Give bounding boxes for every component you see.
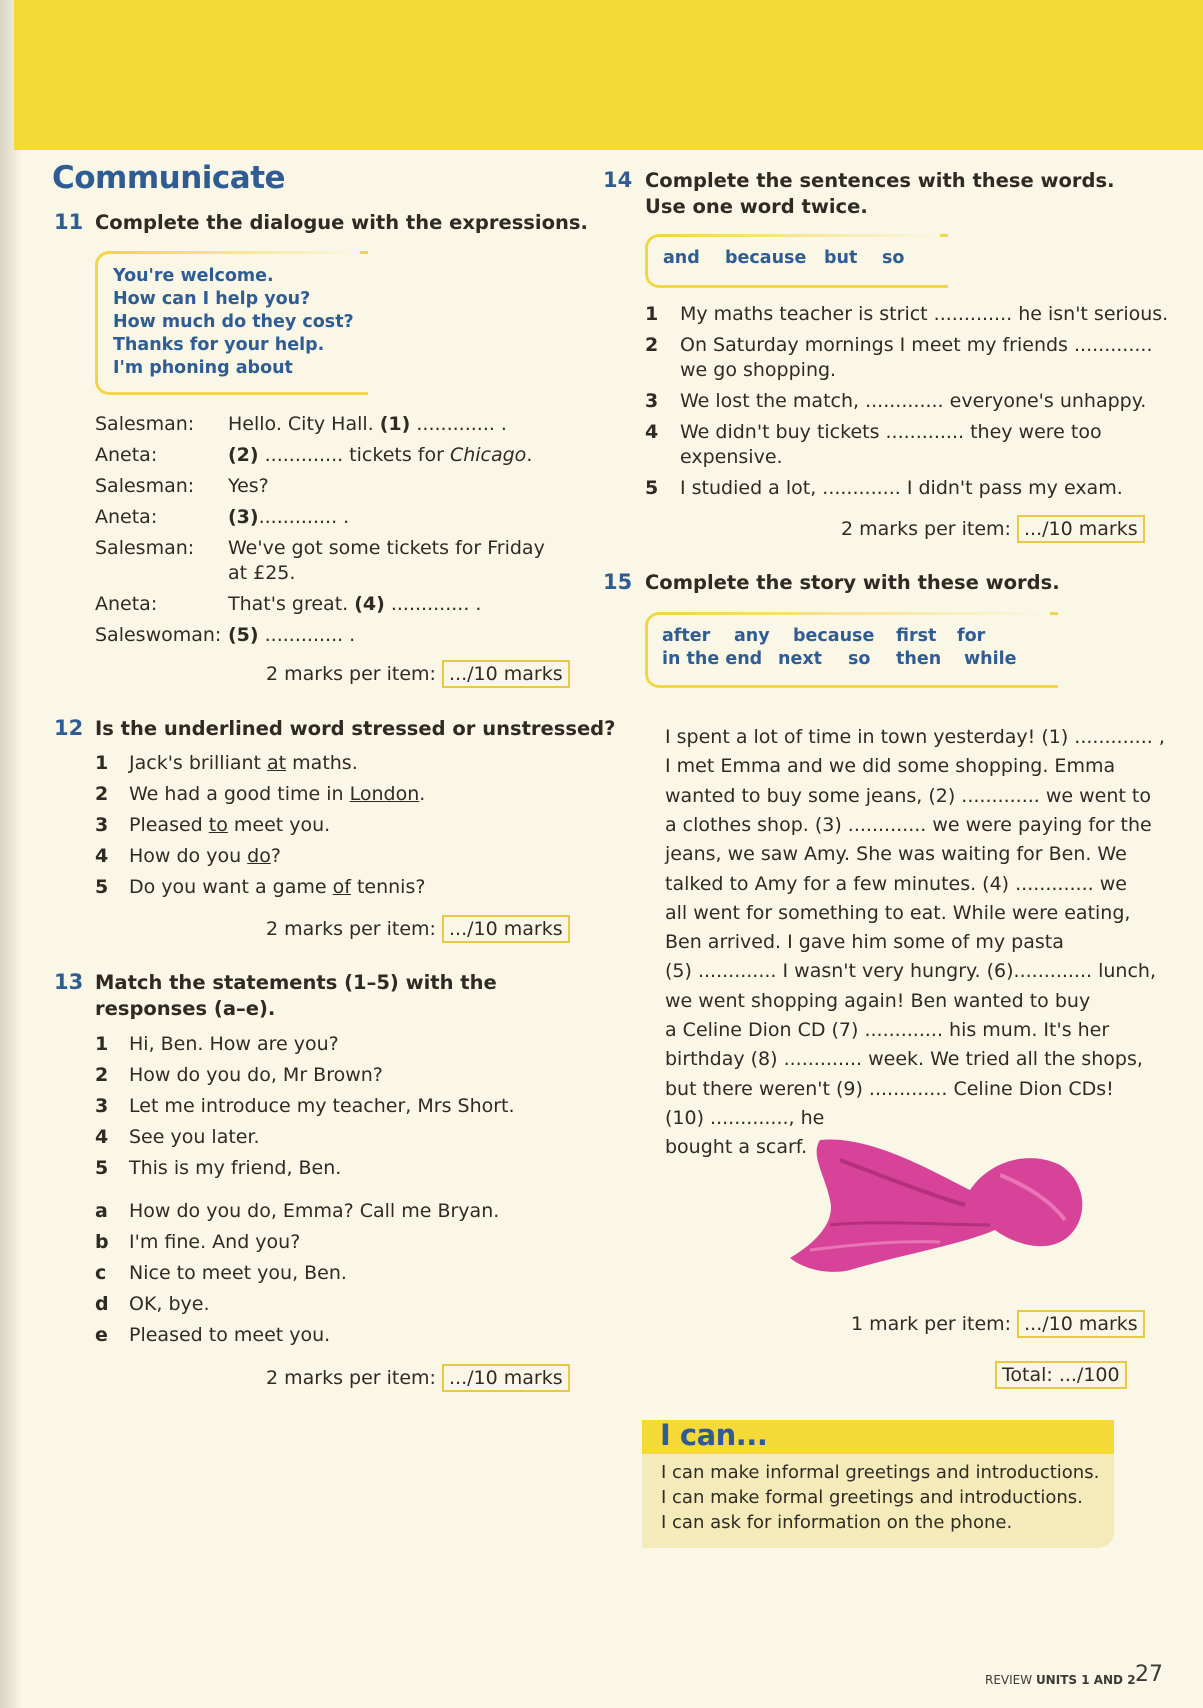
ex13-response-text: OK, bye. [129, 1293, 210, 1315]
ex13-statement-text: See you later. [129, 1126, 260, 1148]
ex15-marks [851, 1313, 1145, 1335]
ex12-item-number: 3 [95, 814, 109, 836]
ex13-instruction [95, 970, 497, 1022]
dialogue-text: We've got some tickets for Friday [228, 537, 545, 559]
ex14-marks [841, 518, 1145, 540]
story-line: a clothes shop. (3) ............. we were paying for the [665, 813, 1152, 836]
ex14-word: so [882, 248, 905, 268]
ex14-item-text-line-2: we go shopping. [680, 359, 837, 381]
ex12-item-text: Do you want a game [129, 876, 333, 898]
ex13-statement-text: Let me introduce my teacher, Mrs Short. [129, 1095, 515, 1117]
ex12-number: 12 [54, 716, 84, 740]
ex13-statement [95, 1157, 341, 1179]
total-marks-box: Total: .../100 [995, 1361, 1127, 1389]
ex14-item-text: We lost the match, ............. everyone's unhappy. [680, 390, 1147, 412]
story-line: I met Emma and we did some shopping. Emma [665, 755, 1116, 778]
ex14-item-number: 3 [645, 390, 659, 412]
page-number: 27 [1135, 1662, 1163, 1687]
dialogue-text: ............. tickets for [258, 444, 450, 466]
ex12-item-number: 1 [95, 752, 109, 774]
ex12-underlined-word: London [349, 783, 420, 805]
ex12-item-number: 2 [95, 783, 109, 805]
ex12-underlined-word: of [332, 876, 351, 898]
ex15-word: any [734, 626, 770, 646]
dialogue-text: That's great. [228, 593, 355, 615]
ex11-marks [266, 663, 570, 685]
ex11-expression: How much do they cost? [113, 312, 354, 332]
ex14-instruction [645, 168, 1115, 220]
ex14-item-number: 2 [645, 334, 659, 356]
ex15-word: for [957, 626, 986, 646]
ex12-underlined-word: do [247, 845, 271, 867]
dialogue-speech [228, 412, 507, 437]
top-yellow-band [14, 0, 1203, 150]
ex11-expression: How can I help you? [113, 289, 311, 309]
story-line: jeans, we saw Amy. She was waiting for Ben. We [665, 843, 1127, 866]
ex14-instruction-line-2: Use one word twice. [645, 195, 868, 218]
ex15-number: 15 [603, 570, 633, 594]
dialogue-speech [228, 592, 481, 617]
ex14-item-number: 5 [645, 477, 659, 499]
ex11-expression-list [113, 265, 354, 380]
ex12-item [95, 876, 425, 898]
ex14-item-text: We didn't buy tickets ............. they were too [680, 421, 1102, 443]
ex12-underlined-word: at [267, 752, 287, 774]
ican-item: I can make informal greetings and introductions. [661, 1462, 1100, 1483]
dialogue-speaker: Salesman: [95, 475, 195, 497]
ex11-expression: You're welcome. [113, 266, 274, 286]
story-line: we went shopping again! Ben wanted to buy [665, 989, 1091, 1012]
ex14-instruction-line-1: Complete the sentences with these words. [645, 169, 1115, 192]
total-marks [995, 1364, 1127, 1386]
dialogue-text: ............. . [258, 624, 356, 646]
dialogue-text: Yes? [228, 475, 269, 497]
dialogue-speaker: Aneta: [95, 444, 158, 466]
dialogue-speech [228, 474, 269, 499]
ex13-statement-text: Hi, Ben. How are you? [129, 1033, 339, 1055]
ex13-statement-number: 4 [95, 1126, 109, 1148]
story-line: talked to Amy for a few minutes. (4) ............. we [665, 872, 1127, 895]
ex12-item-text: We had a good time in [129, 783, 350, 805]
ex12-marks-label: 2 marks per item: [266, 918, 436, 940]
ex13-statement-number: 2 [95, 1064, 109, 1086]
footer-label-bold: UNITS 1 AND 2 [1035, 1673, 1136, 1687]
dialogue-text: ............. . [410, 413, 507, 435]
ex12-item-text: How do you [129, 845, 248, 867]
ex11-number: 11 [54, 210, 84, 234]
gap-number: (5) [228, 624, 259, 646]
ex13-statement [95, 1033, 339, 1055]
ex12-item [95, 814, 330, 836]
gap-number: (3) [228, 506, 259, 528]
ex13-response-text: I'm fine. And you? [129, 1231, 301, 1253]
ex12-item-text: maths. [286, 752, 358, 774]
ex14-number: 14 [603, 168, 633, 192]
ex12-underlined-word: to [208, 814, 228, 836]
story-line: Ben arrived. I gave him some of my pasta [665, 931, 1064, 954]
ex11-box-top-line [120, 251, 360, 254]
ex15-marks-label: 1 mark per item: [851, 1313, 1012, 1335]
ex13-response [95, 1324, 330, 1346]
ex11-instruction: Complete the dialogue with the expressions. [95, 211, 588, 234]
ex12-instruction: Is the underlined word stressed or unstressed? [95, 717, 616, 740]
story-line: (5) ............. I wasn't very hungry. (6)............. lunch, [665, 960, 1156, 983]
ex12-marks-box: .../10 marks [442, 915, 570, 943]
footer-label [985, 1673, 1136, 1687]
ex13-response-text: Nice to meet you, Ben. [129, 1262, 347, 1284]
ex13-response-letter: d [95, 1293, 109, 1315]
ex11-marks-box: .../10 marks [442, 660, 570, 688]
ex13-response [95, 1262, 347, 1284]
story-line: bought a scarf. [665, 1136, 808, 1159]
ex12-item-text: tennis? [350, 876, 426, 898]
ex11-expression: I'm phoning about [113, 358, 293, 378]
story-line: all went for something to eat. While were eating, [665, 901, 1131, 924]
dialogue-text: ............. . [384, 593, 482, 615]
ex14-marks-label: 2 marks per item: [841, 518, 1011, 540]
ex15-word: after [662, 626, 711, 646]
ex13-marks-box: .../10 marks [442, 1364, 570, 1392]
ex12-item-text: ? [270, 845, 281, 867]
ex15-word: in the end [662, 649, 763, 669]
dialogue-speech [228, 623, 355, 648]
ex15-word: because [793, 626, 875, 646]
ican-item: I can ask for information on the phone. [661, 1512, 1013, 1533]
footer-label-light: REVIEW [985, 1673, 1036, 1687]
ican-title: I can... [660, 1418, 768, 1452]
ex15-word: next [778, 649, 822, 669]
ex12-item-text: meet you. [227, 814, 331, 836]
ex13-statement-number: 1 [95, 1033, 109, 1055]
story-line: wanted to buy some jeans, (2) ............. we went to [665, 784, 1151, 807]
ex13-number: 13 [54, 970, 84, 994]
ican-item: I can make formal greetings and introductions. [661, 1487, 1083, 1508]
page-binding-edge [0, 0, 22, 1708]
dialogue-speaker: Saleswoman: [95, 624, 222, 646]
ex14-box-top-line [670, 234, 940, 237]
ex14-word: because [725, 248, 807, 268]
ex15-instruction: Complete the story with these words. [645, 571, 1060, 594]
story-line: I spent a lot of time in town yesterday! (1) ............. , [665, 726, 1165, 748]
ex15-box-top-line [670, 612, 1050, 615]
ex14-item-number: 4 [645, 421, 659, 443]
ex15-marks-box: .../10 marks [1017, 1310, 1145, 1338]
dialogue-text: . [526, 444, 533, 466]
ex13-statement-text: This is my friend, Ben. [129, 1157, 342, 1179]
section-title: Communicate [52, 160, 286, 196]
ex13-response [95, 1293, 210, 1315]
gap-number: (4) [354, 593, 385, 615]
story-line: but there weren't (9) ............. Celine Dion CDs! [665, 1077, 1114, 1100]
ex13-response-letter: e [95, 1324, 108, 1346]
ex13-statement-number: 5 [95, 1157, 109, 1179]
ex12-item-number: 4 [95, 845, 109, 867]
gap-number: (1) [379, 413, 411, 435]
ex12-item-text: Pleased [129, 814, 209, 836]
ex13-response-text: Pleased to meet you. [129, 1324, 331, 1346]
dialogue-speaker: Aneta: [95, 506, 158, 528]
ex12-item-text: Jack's brilliant [129, 752, 268, 774]
ex12-marks [266, 918, 570, 940]
ex14-item-number: 1 [645, 303, 659, 325]
dialogue-speech [228, 443, 532, 468]
ex15-word: first [896, 626, 937, 646]
ex14-word: and [663, 248, 700, 268]
ex13-response-letter: a [95, 1200, 108, 1222]
story-line: a Celine Dion CD (7) ............. his mum. It's her [665, 1019, 1110, 1041]
ex12-item [95, 752, 358, 774]
ex15-word: then [896, 649, 942, 669]
dialogue-text-line-2: at £25. [228, 562, 296, 584]
ex13-statement-number: 3 [95, 1095, 109, 1117]
ex15-word: while [964, 649, 1017, 669]
ex13-response [95, 1200, 499, 1222]
dialogue-speaker: Salesman: [95, 413, 195, 435]
ex13-marks-label: 2 marks per item: [266, 1367, 436, 1389]
ex14-marks-box: .../10 marks [1017, 515, 1145, 543]
dialogue-speaker: Salesman: [95, 537, 195, 559]
ex15-word: so [848, 649, 871, 669]
ex13-response-letter: c [95, 1262, 107, 1284]
story-line: (10) ............., he [665, 1106, 825, 1129]
dialogue-text: Hello. City Hall. [228, 413, 380, 435]
ex13-statement [95, 1095, 515, 1117]
ex13-response-text: How do you do, Emma? Call me Bryan. [129, 1200, 500, 1222]
ex12-item-text: . [419, 783, 426, 805]
ex14-word: but [824, 248, 858, 268]
dialogue-speaker: Aneta: [95, 593, 158, 615]
dialogue-text: ............. . [258, 506, 350, 528]
story-line: birthday (8) ............. week. We tried all the shops, [665, 1048, 1143, 1071]
ex11-expression: Thanks for your help. [113, 335, 325, 355]
ex12-item [95, 783, 425, 805]
ex13-instruction-line-2: responses (a–e). [95, 997, 276, 1020]
ex13-response [95, 1231, 300, 1253]
ex13-response-letter: b [95, 1231, 109, 1253]
ex14-item-text: I studied a lot, ............. I didn't pass my exam. [680, 477, 1123, 499]
dialogue-speech [228, 505, 349, 530]
ex14-item-text: On Saturday mornings I meet my friends ............. [680, 334, 1153, 356]
ex13-statement [95, 1126, 260, 1148]
ex12-item [95, 845, 281, 867]
gap-number: (2) [228, 444, 259, 466]
ex13-statement-text: How do you do, Mr Brown? [129, 1064, 383, 1086]
ex14-item-text: My maths teacher is strict ............. he isn't serious. [680, 303, 1169, 325]
ex14-item-text-line-2: expensive. [680, 446, 783, 468]
ex13-statement [95, 1064, 383, 1086]
ex11-marks-label: 2 marks per item: [266, 663, 436, 685]
dialogue-italic: Chicago [449, 444, 527, 466]
ex12-item-number: 5 [95, 876, 109, 898]
ex13-marks [266, 1367, 570, 1389]
ex13-instruction-line-1: Match the statements (1–5) with the [95, 971, 497, 994]
scarf-image [780, 1130, 1100, 1280]
dialogue-speech [228, 536, 545, 561]
